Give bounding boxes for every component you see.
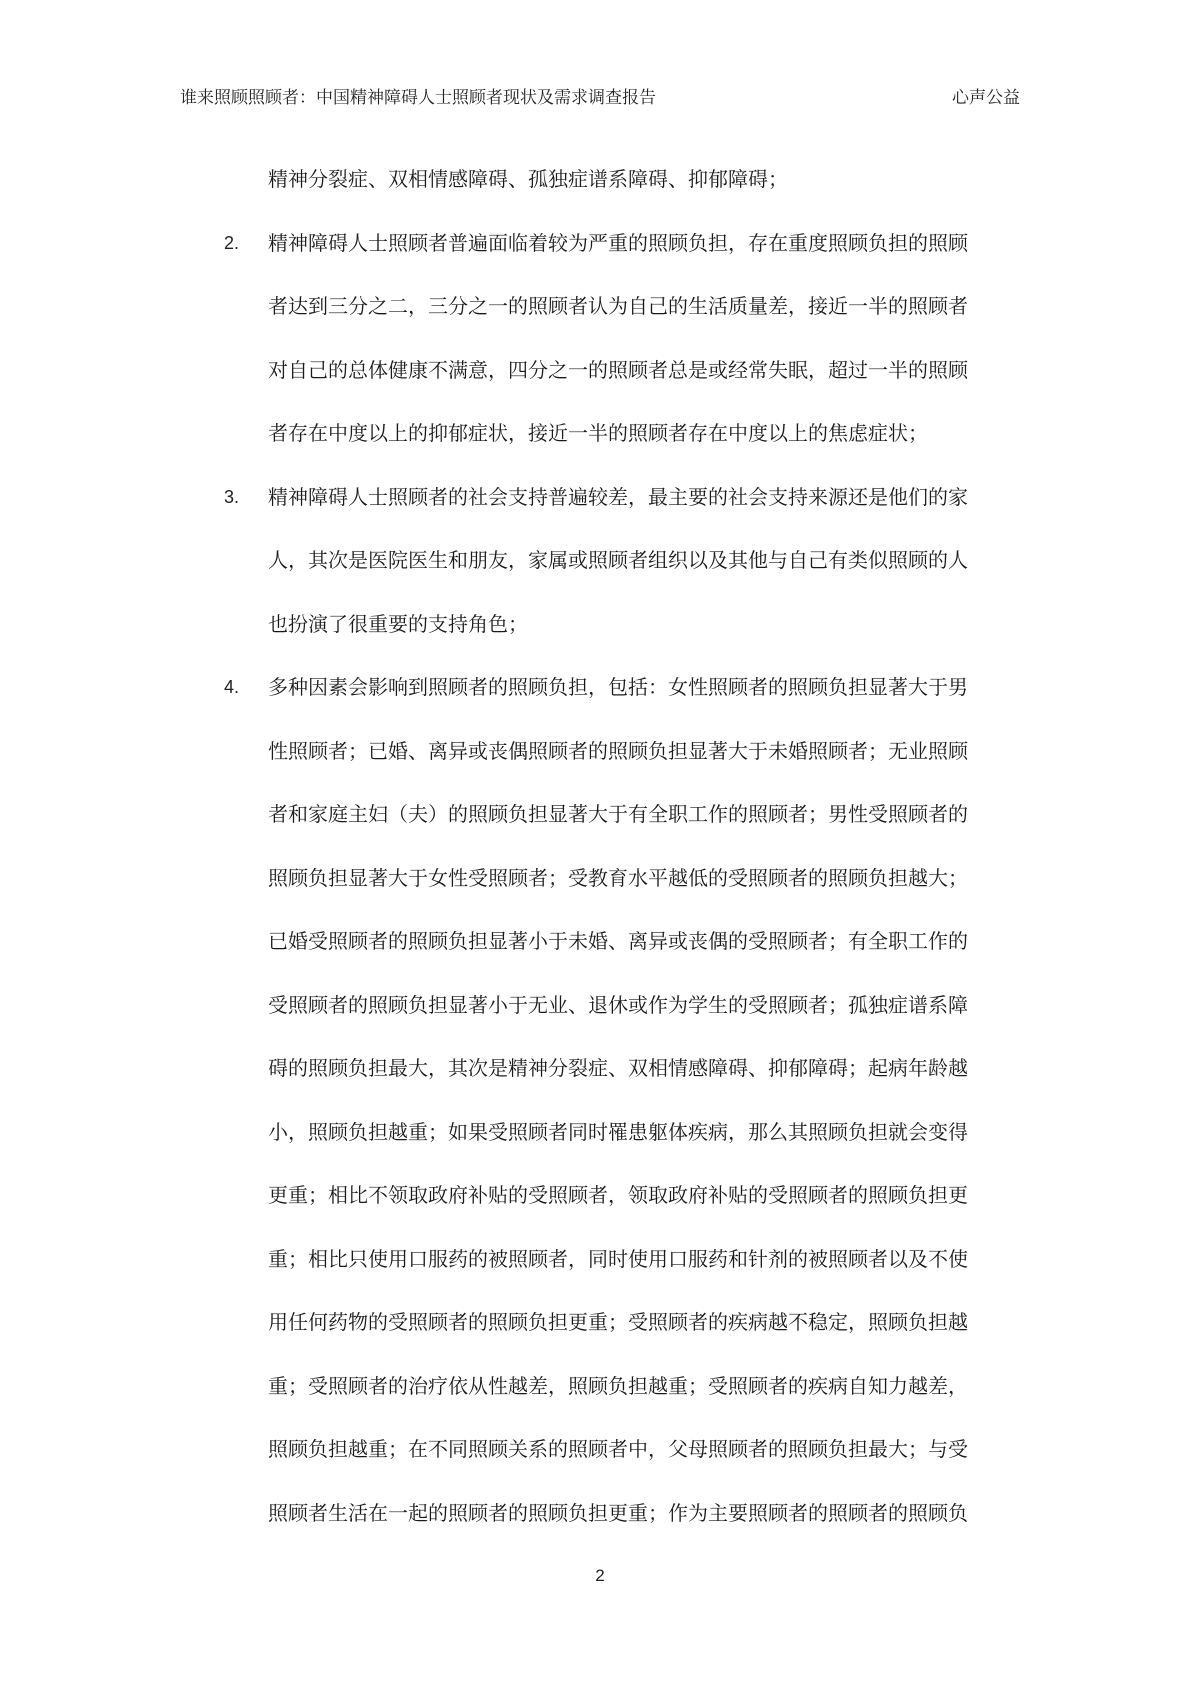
page-footer <box>0 1564 1200 1588</box>
list-item-2 <box>224 212 1020 466</box>
text-line: 对自己的总体健康不满意，四分之一的照顾者总是或经常失眠，超过一半的照顾 <box>268 357 968 382</box>
list-item-4 <box>224 656 1020 1545</box>
text-line: 精神障碍人士照顾者普遍面临着较为严重的照顾负担，存在重度照顾负担的照顾 <box>268 230 968 255</box>
page-header <box>180 86 1020 110</box>
report-title: 谁来照顾照顾者：中国精神障碍人士照顾者现状及需求调查报告 <box>180 88 656 108</box>
continuation-paragraph <box>268 148 1020 212</box>
text-line: 者和家庭主妇（夫）的照顾负担显著大于有全职工作的照顾者；男性受照顾者的 <box>268 802 968 826</box>
organization-name: 心声公益 <box>952 88 1020 108</box>
list-number: 4. <box>224 677 240 697</box>
text-line: 用任何药物的受照顾者的照顾负担更重；受照顾者的疾病越不稳定，照顾负担越 <box>268 1310 968 1334</box>
text-line: 小，照顾负担越重；如果受照顾者同时罹患躯体疾病，那么其照顾负担就会变得 <box>268 1119 968 1144</box>
list-number: 2. <box>224 232 240 253</box>
text-line: 人，其次是医院医生和朋友，家属或照顾者组织以及其他与自己有类似照顾的人 <box>268 548 968 572</box>
text-line: 者达到三分之二，三分之一的照顾者认为自己的生活质量差，接近一半的照顾者 <box>268 294 968 318</box>
page-body <box>224 148 1020 1545</box>
text-line: 也扮演了很重要的支持角色； <box>268 611 528 636</box>
text-line: 重；受照顾者的治疗依从性越差，照顾负担越重；受照顾者的疾病自知力越差， <box>268 1373 968 1398</box>
list-number: 3. <box>224 486 240 507</box>
text-line: 已婚受照顾者的照顾负担显著小于未婚、离异或丧偶的受照顾者；有全职工作的 <box>268 929 968 953</box>
text-line: 碍的照顾负担最大，其次是精神分裂症、双相情感障碍、抑郁障碍；起病年龄越 <box>268 1056 968 1080</box>
text-line: 精神障碍人士照顾者的社会支持普遍较差，最主要的社会支持来源还是他们的家 <box>268 484 968 509</box>
text-line: 精神分裂症、双相情感障碍、孤独症谱系障碍、抑郁障碍； <box>268 167 788 191</box>
page-number: 2 <box>595 1566 605 1585</box>
text-line: 更重；相比不领取政府补贴的受照顾者，领取政府补贴的受照顾者的照顾负担更 <box>268 1183 968 1207</box>
text-line: 照顾者生活在一起的照顾者的照顾负担更重；作为主要照顾者的照顾者的照顾负 <box>268 1500 968 1525</box>
text-line: 照顾负担越重；在不同照顾关系的照顾者中，父母照顾者的照顾负担最大；与受 <box>268 1437 968 1461</box>
text-line: 重；相比只使用口服药的被照顾者，同时使用口服药和针剂的被照顾者以及不使 <box>268 1246 968 1271</box>
text-line: 多种因素会影响到照顾者的照顾负担，包括：女性照顾者的照顾负担显著大于男 <box>268 675 968 699</box>
list-item-3 <box>224 466 1020 657</box>
text-line: 者存在中度以上的抑郁症状，接近一半的照顾者存在中度以上的焦虑症状； <box>268 421 928 445</box>
text-line: 性照顾者；已婚、离异或丧偶照顾者的照顾负担显著大于未婚照顾者；无业照顾 <box>268 738 968 763</box>
text-line: 受照顾者的照顾负担显著小于无业、退休或作为学生的受照顾者；孤独症谱系障 <box>268 992 968 1017</box>
text-line: 照顾负担显著大于女性受照顾者；受教育水平越低的受照顾者的照顾负担越大； <box>268 865 968 890</box>
